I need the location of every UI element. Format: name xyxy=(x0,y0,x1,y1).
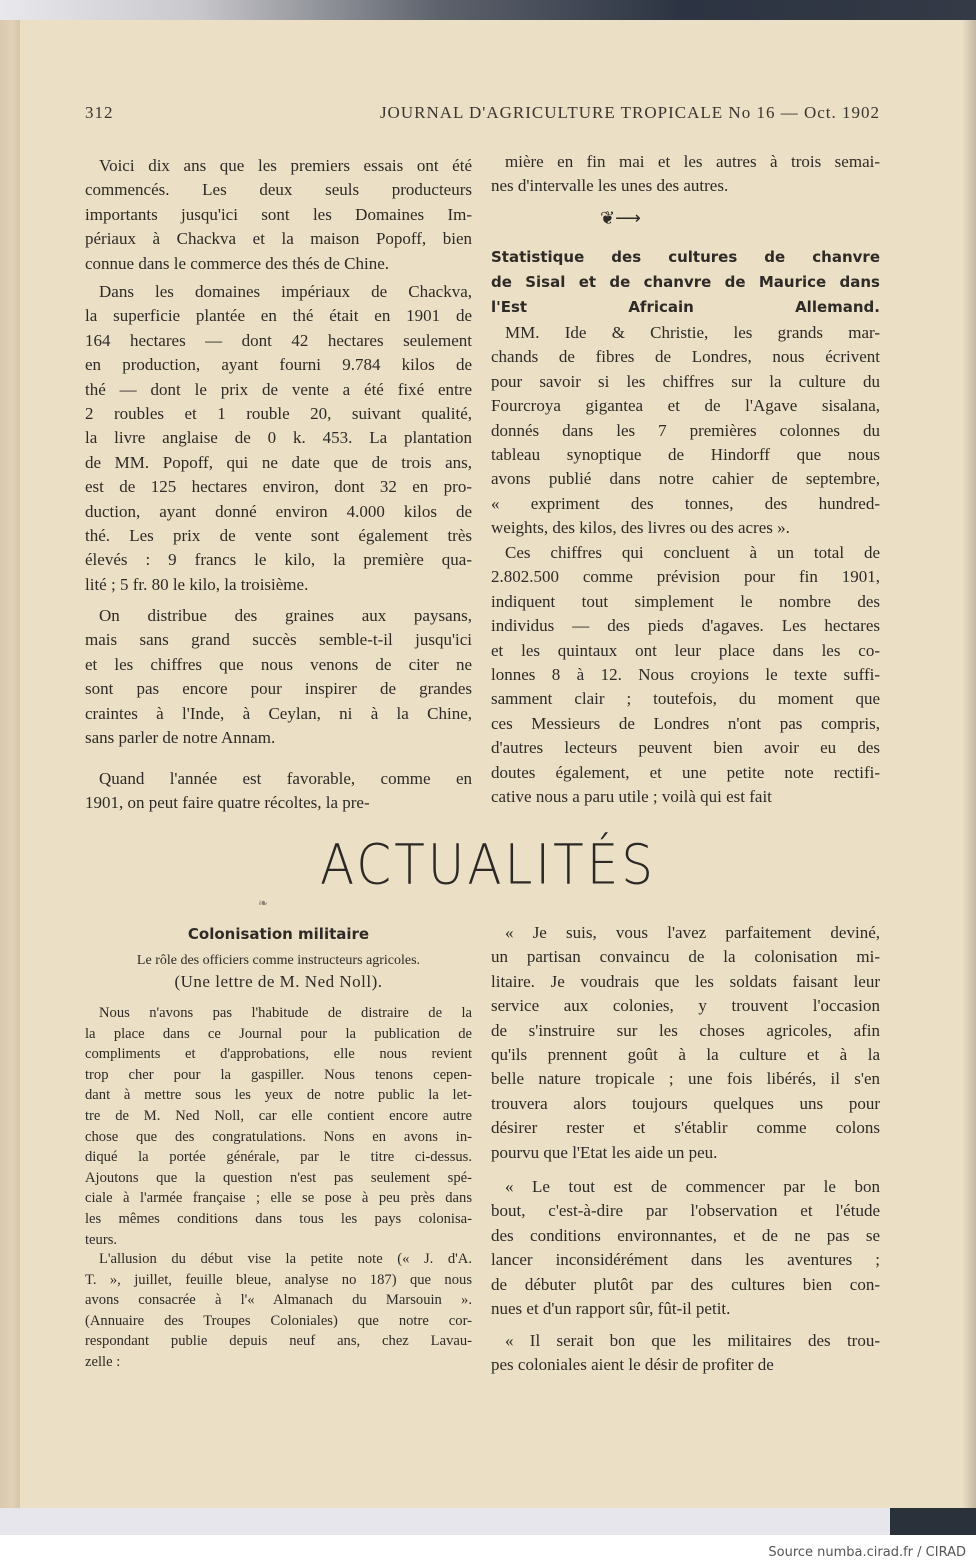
text-line: de MM. Popoff, qui ne date que de trois ans, xyxy=(85,452,472,472)
text-line: Nous n'avons pas l'habitude de distraire de la xyxy=(99,1005,472,1021)
text-line: bout, c'est-à-dire par l'observation et l'étude xyxy=(491,1201,880,1221)
text-line: diqué la portée générale, par le titre ci-dessus. xyxy=(85,1149,472,1166)
text-line: périaux à Chackva et la maison Popoff, bien xyxy=(85,229,472,249)
text-line: cative nous a paru utile ; voilà qui est fait xyxy=(491,787,772,807)
text-line: avons consacrée à l'« Almanach du Marsouin ». xyxy=(85,1292,472,1309)
text-line: un partisan convaincu de la colonisation mi- xyxy=(491,947,880,967)
text-line: thé. Les prix de vente sont également très xyxy=(85,526,472,546)
page-stack-edge xyxy=(0,20,20,1508)
text-line: en production, ayant fourni 9.784 kilos de xyxy=(85,355,472,375)
text-line: doutes également, et une petite note rectifi- xyxy=(491,762,880,782)
running-title: JOURNAL D'AGRICULTURE TROPICALE No 16 — Oct. 1902 xyxy=(379,103,880,122)
text-line: 2.802.500 comme prévision pour fin 1901, xyxy=(491,567,880,587)
scan-bottom-dark xyxy=(890,1508,976,1535)
text-line: l'Est Africain Allemand. xyxy=(491,298,880,316)
text-line: mière en fin mai et les autres à trois semai- xyxy=(505,152,880,171)
text-line: weights, des kilos, des livres ou des acres ». xyxy=(491,518,790,538)
text-line: individus — des pieds d'agaves. Les hectares xyxy=(491,616,880,636)
text-line: la place dans ce Journal pour la publication de xyxy=(85,1025,472,1042)
text-line: belle nature tropicale ; une fois libérés, il s'en xyxy=(491,1069,880,1089)
paragraph xyxy=(85,604,472,750)
paragraph xyxy=(85,1003,472,1250)
text-line: dant à mettre sous les yeux de notre public la let- xyxy=(85,1087,472,1104)
text-line: Ces chiffres qui concluent à un total de xyxy=(505,543,880,562)
paragraph xyxy=(491,150,880,199)
text-line: « Je suis, vous l'avez parfaitement deviné, xyxy=(505,923,880,942)
text-line: Fourcroya gigantea et de l'Agave sisalana, xyxy=(491,396,880,416)
paragraph xyxy=(491,541,880,809)
text-line: lonnes 8 à 12. Nous croyions le texte suffi- xyxy=(491,665,880,685)
article-byline: (Une lettre de M. Ned Noll). xyxy=(174,972,383,991)
paragraph xyxy=(85,280,472,597)
text-line: nes d'intervalle les unes des autres. xyxy=(491,176,729,196)
text-line: Voici dix ans que les premiers essais ont été xyxy=(99,156,472,175)
paragraph xyxy=(491,321,880,541)
text-line: On distribue des graines aux paysans, xyxy=(99,606,472,625)
text-line: et les chiffres que nous venons de citer ne xyxy=(85,654,472,674)
text-line: MM. Ide & Christie, les grands mar- xyxy=(505,323,880,342)
text-line: importants jusqu'ici sont les Domaines Im- xyxy=(85,204,472,224)
paragraph xyxy=(85,1249,472,1373)
text-line: lancer inconsidérément dans les aventures ; xyxy=(491,1250,880,1270)
text-line: indiquent tout simplement le nombre des xyxy=(491,591,880,611)
text-line: ciale à l'armée française ; elle se pose à peu près dans xyxy=(85,1190,472,1207)
text-line: craintes à l'Inde, à Ceylan, ni à la Chine, xyxy=(85,703,472,723)
scan-bottom-background xyxy=(0,1508,890,1535)
scan-top-background xyxy=(0,0,976,20)
text-line: pes coloniales aient le désir de profiter de xyxy=(491,1355,774,1375)
fleuron-ornament-icon: ❦⟶ xyxy=(600,208,641,228)
page-right-shadow xyxy=(962,20,976,1508)
text-line: (Annuaire des Troupes Coloniales) que notre cor- xyxy=(85,1312,472,1329)
text-line: la livre anglaise de 0 k. 453. La plantation xyxy=(85,428,472,448)
text-line: teurs. xyxy=(85,1231,118,1248)
paragraph xyxy=(85,767,472,816)
text-line: tableau synoptique de Hindorff que nous xyxy=(491,445,880,465)
text-line: la superficie plantée en thé était en 1901 de xyxy=(85,306,472,326)
text-line: compliments et d'approbations, elle nous revient xyxy=(85,1046,472,1063)
text-line: lité ; 5 fr. 80 le kilo, la troisième. xyxy=(85,574,309,594)
text-line: trouvera alors toujours quelques uns pour xyxy=(491,1093,880,1113)
text-line: Ajoutons que la question n'est pas seulement spé- xyxy=(85,1169,472,1186)
text-line: élevés : 9 francs le kilo, la première qua- xyxy=(85,550,472,570)
text-line: 164 hectares — dont 42 hectares seulement xyxy=(85,330,472,350)
text-line: pour savoir si les chiffres sur la culture du xyxy=(491,371,880,391)
text-line: des conditions environnantes, et de ne pas se xyxy=(491,1225,880,1245)
text-line: T. », juillet, feuille bleue, analyse no 187) que nous xyxy=(85,1271,472,1288)
article-heading xyxy=(491,245,880,320)
text-line: 1901, on peut faire quatre récoltes, la pre- xyxy=(85,793,370,813)
text-line: d'autres lecteurs peuvent bien avoir eu des xyxy=(491,738,880,758)
text-line: mais sans grand succès semble-t-il jusqu'ici xyxy=(85,630,472,650)
text-line: 2 roubles et 1 rouble 20, suivant qualité, xyxy=(85,404,472,424)
text-line: ces Messieurs de Londres n'ont pas compris, xyxy=(491,713,880,733)
text-line: connue dans le commerce des thés de Chine. xyxy=(85,253,390,273)
text-line: Quand l'année est favorable, comme en xyxy=(99,769,472,788)
text-line: Dans les domaines impériaux de Chackva, xyxy=(99,282,472,301)
paragraph xyxy=(491,921,880,1165)
page-number: 312 xyxy=(85,103,114,122)
text-line: duction, ayant donné environ 4.000 kilos de xyxy=(85,501,472,521)
paragraph xyxy=(85,154,472,276)
section-title: ACTUALITÉS xyxy=(319,833,657,897)
text-line: chose que des congratulations. Nons en avons in- xyxy=(85,1128,472,1145)
paragraph xyxy=(491,1175,880,1321)
text-line: de Sisal et de chanvre de Maurice dans xyxy=(491,273,880,291)
text-line: commencés. Les deux seuls producteurs xyxy=(85,180,472,200)
text-line: thé — dont le prix de vente a été fixé entre xyxy=(85,379,472,399)
article-subtitle: Le rôle des officiers comme instructeurs agricoles. xyxy=(136,953,421,968)
text-line: et les quintaux ont leur place dans les co- xyxy=(491,640,880,660)
text-line: est de 125 hectares environ, dont 32 en pro- xyxy=(85,477,472,497)
text-line: service aux colonies, y trouvent l'occasion xyxy=(491,996,880,1016)
text-line: qu'ils prennent goût à la culture et à la xyxy=(491,1045,880,1065)
source-credit: Source numba.cirad.fr / CIRAD xyxy=(768,1545,966,1560)
text-line: litaire. Je voudrais que les soldats faisant leur xyxy=(491,971,880,991)
text-line: sans parler de notre Annam. xyxy=(85,728,276,748)
text-line: samment clair ; toutefois, du moment que xyxy=(491,689,880,709)
text-line: sont pas encore pour inspirer de grandes xyxy=(85,679,472,699)
text-line: respondant publie depuis neuf ans, chez Lavau- xyxy=(85,1333,472,1350)
text-line: « expriment des tonnes, des hundred- xyxy=(491,493,880,513)
small-ornament-icon: ❧ xyxy=(258,896,269,910)
text-line: donnés dans les 7 premières colonnes du xyxy=(491,420,880,440)
text-line: trop cher pour la gaspiller. Nous tenons cepen- xyxy=(85,1066,472,1083)
text-line: avons publié dans notre cahier de septembre, xyxy=(491,469,880,489)
text-line: chands de fibres de Londres, nous écrivent xyxy=(491,347,880,367)
text-line: « Il serait bon que les militaires des trou- xyxy=(505,1331,880,1350)
text-line: pourvu que l'Etat les aide un peu. xyxy=(491,1142,718,1162)
paragraph xyxy=(491,1329,880,1378)
text-line: de débuter plutôt par des cultures bien con- xyxy=(491,1274,880,1294)
text-line: désirer rester et s'établir comme colons xyxy=(491,1118,880,1138)
text-line: les mêmes conditions dans tous les pays colonisa- xyxy=(85,1210,472,1227)
text-line: tre de M. Ned Noll, car elle contient encore autre xyxy=(85,1107,472,1124)
text-line: « Le tout est de commencer par le bon xyxy=(505,1177,880,1196)
article-title: Colonisation militaire xyxy=(187,925,370,943)
text-line: zelle : xyxy=(85,1353,121,1370)
text-line: nues et d'un rapport sûr, fût-il petit. xyxy=(491,1299,731,1319)
text-line: Statistique des cultures de chanvre xyxy=(491,248,880,266)
text-line: L'allusion du début vise la petite note (« J. d'A. xyxy=(99,1251,472,1267)
text-line: de s'instruire sur les choses agricoles, afin xyxy=(491,1020,880,1040)
